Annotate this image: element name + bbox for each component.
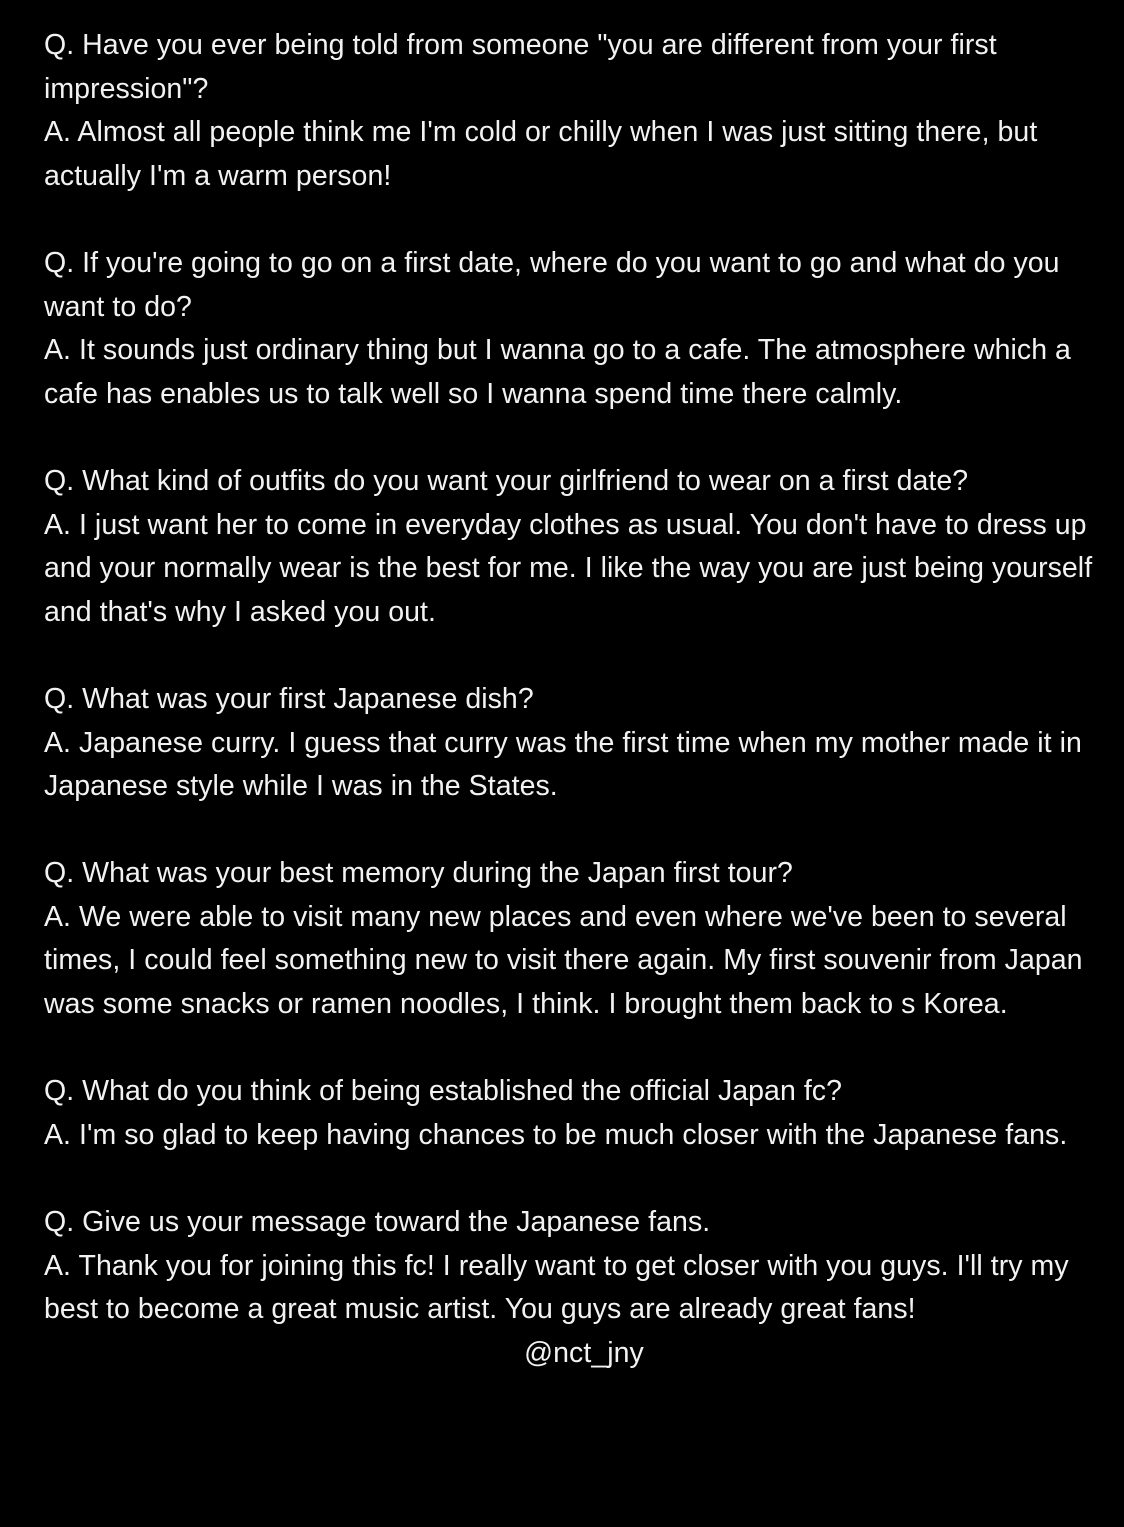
question-text: Q. What kind of outfits do you want your girlfriend to wear on a first date? (44, 464, 969, 497)
qa-document (44, 24, 1094, 1375)
qa-item-3 (44, 460, 1094, 634)
answer-text: A. I'm so glad to keep having chances to be much closer with the Japanese fans. (44, 1118, 1068, 1151)
answer-text: A. Almost all people think me I'm cold or chilly when I was just sitting there, but actually I'm a warm person! (44, 116, 1038, 192)
qa-item-2 (44, 242, 1094, 416)
answer-text: A. I just want her to come in everyday clothes as usual. You don't have to dress up and your normally wear is the best for me. I like the way you are just being yourself and that's why I asked you out. (44, 508, 1093, 628)
question-text: Q. What was your first Japanese dish? (44, 682, 534, 715)
qa-item-6 (44, 1070, 1094, 1157)
answer-text: A. Japanese curry. I guess that curry was the first time when my mother made it in Japanese style while I was in the States. (44, 726, 1082, 803)
question-text: Q. What do you think of being established the official Japan fc? (44, 1075, 842, 1108)
answer-text: A. Thank you for joining this fc! I really want to get closer with you guys. I'll try my best to become a great music artist. You guys are already great fans! (44, 1249, 1069, 1326)
qa-item-4 (44, 678, 1094, 809)
question-text: Q. If you're going to go on a first date, where do you want to go and what do you want to do? (44, 246, 1060, 323)
question-text: Q. What was your best memory during the Japan first tour? (44, 857, 793, 890)
question-text: Q. Have you ever being told from someone "you are different from your first impression"? (44, 29, 997, 105)
qa-item-7 (44, 1201, 1094, 1332)
answer-text: A. We were able to visit many new places and even where we've been to several times, I could feel something new to visit there again. My first souvenir from Japan was some snacks or ramen noodles, I think. I brought them back to s Korea. (44, 900, 1083, 1021)
question-text: Q. Give us your message toward the Japanese fans. (44, 1206, 711, 1239)
qa-item-5 (44, 852, 1094, 1026)
author-credit: @nct_jny (524, 1336, 644, 1369)
answer-text: A. It sounds just ordinary thing but I wanna go to a cafe. The atmosphere which a cafe has enables us to talk well so I wanna spend time there calmly. (44, 334, 1071, 410)
qa-item-1 (44, 24, 1094, 198)
